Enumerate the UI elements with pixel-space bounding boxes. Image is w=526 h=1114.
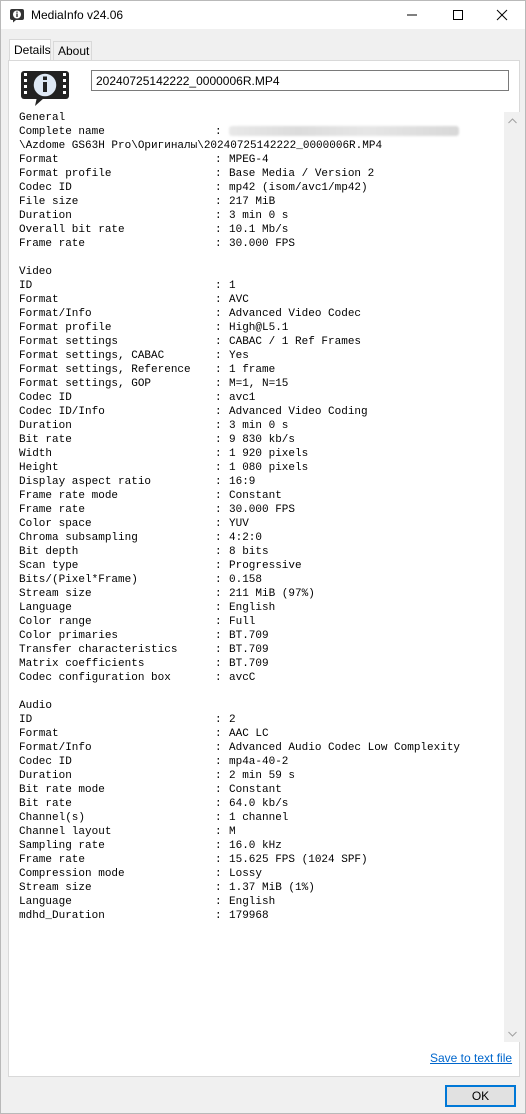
field-value: 64.0 kb/s bbox=[229, 798, 289, 810]
report-field-row bbox=[19, 321, 505, 335]
field-value: High@L5.1 bbox=[229, 322, 289, 334]
report-field-row bbox=[19, 713, 505, 727]
report-field-row bbox=[19, 881, 505, 895]
field-value: mp42 (isom/avc1/mp42) bbox=[229, 182, 368, 194]
field-value: Advanced Audio Codec Low Complexity bbox=[229, 742, 461, 754]
report-field-row bbox=[19, 839, 505, 853]
field-label: Bit rate bbox=[19, 798, 72, 810]
close-button[interactable] bbox=[479, 1, 525, 29]
report-field-row bbox=[19, 867, 505, 881]
report-field-row bbox=[19, 307, 505, 321]
field-label: Color space bbox=[19, 518, 92, 530]
field-label: Format settings bbox=[19, 336, 119, 348]
report-field-row bbox=[19, 153, 505, 167]
report-field-row bbox=[19, 909, 505, 923]
media-report bbox=[19, 111, 505, 1041]
report-field-row bbox=[19, 629, 505, 643]
report-field-row bbox=[19, 671, 505, 685]
field-label: Chroma subsampling bbox=[19, 532, 138, 544]
field-label: Scan type bbox=[19, 560, 79, 572]
field-label: Bit rate mode bbox=[19, 784, 105, 796]
field-label: Bit depth bbox=[19, 546, 79, 558]
field-label: Format settings, GOP bbox=[19, 378, 152, 390]
field-value: 1 920 pixels bbox=[229, 448, 309, 460]
chevron-down-icon bbox=[508, 1031, 517, 1037]
field-value: BT.709 bbox=[229, 644, 269, 656]
field-label: Language bbox=[19, 602, 72, 614]
field-separator: : bbox=[215, 476, 222, 488]
field-separator: : bbox=[215, 672, 222, 684]
field-separator: : bbox=[215, 574, 222, 586]
report-section-heading: Audio bbox=[19, 700, 53, 712]
field-label: Duration bbox=[19, 420, 72, 432]
field-value: 30.000 FPS bbox=[229, 504, 296, 516]
field-separator: : bbox=[215, 826, 222, 838]
field-separator: : bbox=[215, 196, 222, 208]
field-label: Stream size bbox=[19, 588, 92, 600]
field-separator: : bbox=[215, 882, 222, 894]
field-value: 16:9 bbox=[229, 476, 256, 488]
report-field-row bbox=[19, 545, 505, 559]
field-value: mp4a-40-2 bbox=[229, 756, 289, 768]
field-label: Channel(s) bbox=[19, 812, 86, 824]
chevron-up-icon bbox=[508, 118, 517, 124]
field-label: Bit rate bbox=[19, 434, 72, 446]
field-value: avc1 bbox=[229, 392, 256, 404]
field-separator: : bbox=[215, 588, 222, 600]
report-field-row bbox=[19, 643, 505, 657]
report-field-row bbox=[19, 531, 505, 545]
report-field-row bbox=[19, 447, 505, 461]
report-field-row bbox=[19, 223, 505, 237]
field-label: Format profile bbox=[19, 168, 112, 180]
field-value: 9 830 kb/s bbox=[229, 434, 296, 446]
field-separator: : bbox=[215, 756, 222, 768]
field-label: Color primaries bbox=[19, 630, 119, 642]
field-value: 217 MiB bbox=[229, 196, 276, 208]
field-label: Frame rate bbox=[19, 238, 86, 250]
file-name-field[interactable]: 20240725142222_0000006R.MP4 bbox=[91, 70, 509, 91]
report-field-row bbox=[19, 825, 505, 839]
report-field-row bbox=[19, 783, 505, 797]
field-separator: : bbox=[215, 854, 222, 866]
field-value: BT.709 bbox=[229, 658, 269, 670]
field-value: Advanced Video Codec bbox=[229, 308, 362, 320]
report-field-row bbox=[19, 811, 505, 825]
field-label: Format settings, Reference bbox=[19, 364, 191, 376]
mediainfo-logo-icon bbox=[19, 68, 71, 108]
field-value: 1 bbox=[229, 280, 236, 292]
mediainfo-icon bbox=[9, 7, 25, 23]
field-value: CABAC / 1 Ref Frames bbox=[229, 336, 362, 348]
field-value: 15.625 FPS (1024 SPF) bbox=[229, 854, 368, 866]
field-separator: : bbox=[215, 434, 222, 446]
report-field-row bbox=[19, 349, 505, 363]
field-label: Format/Info bbox=[19, 742, 92, 754]
field-separator: : bbox=[215, 224, 222, 236]
field-label: Format/Info bbox=[19, 308, 92, 320]
field-separator: : bbox=[215, 798, 222, 810]
field-value: 1 channel bbox=[229, 812, 289, 824]
field-separator: : bbox=[215, 462, 222, 474]
field-label: Duration bbox=[19, 210, 72, 222]
report-field-row bbox=[19, 405, 505, 419]
tab-details[interactable]: Details bbox=[9, 39, 51, 61]
field-label: Duration bbox=[19, 770, 72, 782]
field-separator: : bbox=[215, 406, 222, 418]
report-field-row bbox=[19, 335, 505, 349]
field-separator: : bbox=[215, 630, 222, 642]
field-value: MPEG-4 bbox=[229, 154, 269, 166]
report-field-row bbox=[19, 125, 505, 139]
field-label: File size bbox=[19, 196, 79, 208]
field-separator: : bbox=[215, 336, 222, 348]
report-field-row bbox=[19, 433, 505, 447]
field-value: YUV bbox=[229, 518, 249, 530]
field-separator: : bbox=[215, 322, 222, 334]
field-value: Lossy bbox=[229, 868, 263, 880]
field-value: 179968 bbox=[229, 910, 269, 922]
report-field-row bbox=[19, 293, 505, 307]
field-separator: : bbox=[215, 770, 222, 782]
field-separator: : bbox=[215, 560, 222, 572]
field-label: Channel layout bbox=[19, 826, 112, 838]
report-field-row bbox=[19, 167, 505, 181]
field-separator: : bbox=[215, 714, 222, 726]
field-label: Height bbox=[19, 462, 59, 474]
field-label: Display aspect ratio bbox=[19, 476, 152, 488]
field-value: English bbox=[229, 602, 276, 614]
field-separator: : bbox=[215, 532, 222, 544]
field-value: 0.158 bbox=[229, 574, 263, 586]
field-value: 1 frame bbox=[229, 364, 276, 376]
report-field-row bbox=[19, 391, 505, 405]
field-value: Constant bbox=[229, 490, 282, 502]
field-label: Width bbox=[19, 448, 53, 460]
report-field-row bbox=[19, 475, 505, 489]
field-separator: : bbox=[215, 728, 222, 740]
field-label: Codec ID/Info bbox=[19, 406, 105, 418]
field-separator: : bbox=[215, 154, 222, 166]
field-separator: : bbox=[215, 448, 222, 460]
field-separator: : bbox=[215, 896, 222, 908]
report-text-line: \Azdome GS63H Pro\Оригиналы\20240725142222_0000006R.MP4 bbox=[19, 140, 383, 152]
field-separator: : bbox=[215, 546, 222, 558]
field-label: Format bbox=[19, 728, 59, 740]
field-label: Language bbox=[19, 896, 72, 908]
field-separator: : bbox=[215, 182, 222, 194]
report-field-row bbox=[19, 741, 505, 755]
field-separator: : bbox=[215, 658, 222, 670]
field-separator: : bbox=[215, 602, 222, 614]
report-field-row bbox=[19, 517, 505, 531]
field-separator: : bbox=[215, 378, 222, 390]
report-blank-line bbox=[19, 685, 505, 699]
redacted-value bbox=[229, 126, 459, 136]
field-value: 2 bbox=[229, 714, 236, 726]
report-scrollbar[interactable] bbox=[504, 112, 521, 1042]
field-value: 3 min 0 s bbox=[229, 210, 289, 222]
field-label: Format bbox=[19, 154, 59, 166]
report-field-row bbox=[19, 769, 505, 783]
report-field-row bbox=[19, 195, 505, 209]
tab-about[interactable]: About bbox=[53, 41, 92, 60]
field-label: Color range bbox=[19, 616, 92, 628]
field-label: Codec ID bbox=[19, 756, 72, 768]
field-label: Compression mode bbox=[19, 868, 125, 880]
report-field-row bbox=[19, 853, 505, 867]
field-separator: : bbox=[215, 840, 222, 852]
field-label: Bits/(Pixel*Frame) bbox=[19, 574, 138, 586]
field-separator: : bbox=[215, 420, 222, 432]
field-separator: : bbox=[215, 168, 222, 180]
field-value: Constant bbox=[229, 784, 282, 796]
field-separator: : bbox=[215, 644, 222, 656]
field-separator: : bbox=[215, 616, 222, 628]
field-label: Codec configuration box bbox=[19, 672, 171, 684]
field-separator: : bbox=[215, 518, 222, 530]
minimize-icon bbox=[406, 9, 418, 21]
field-value: Progressive bbox=[229, 560, 302, 572]
field-label: Format bbox=[19, 294, 59, 306]
field-value: Yes bbox=[229, 350, 249, 362]
field-value: 1 080 pixels bbox=[229, 462, 309, 474]
field-value: BT.709 bbox=[229, 630, 269, 642]
field-value: M bbox=[229, 826, 236, 838]
field-value: 211 MiB (97%) bbox=[229, 588, 315, 600]
field-label: ID bbox=[19, 714, 33, 726]
field-value: Full bbox=[229, 616, 256, 628]
field-separator: : bbox=[215, 364, 222, 376]
field-value: 3 min 0 s bbox=[229, 420, 289, 432]
minimize-button[interactable] bbox=[389, 1, 435, 29]
field-value: 30.000 FPS bbox=[229, 238, 296, 250]
report-field-row bbox=[19, 419, 505, 433]
field-label: Frame rate mode bbox=[19, 490, 119, 502]
scroll-up-button[interactable] bbox=[504, 112, 521, 129]
field-label: Codec ID bbox=[19, 392, 72, 404]
field-label: Format profile bbox=[19, 322, 112, 334]
report-field-row bbox=[19, 279, 505, 293]
field-label: Stream size bbox=[19, 882, 92, 894]
field-value: M=1, N=15 bbox=[229, 378, 289, 390]
report-field-row bbox=[19, 895, 505, 909]
report-field-row bbox=[19, 461, 505, 475]
save-to-text-file-link[interactable]: Save to text file bbox=[430, 1051, 513, 1065]
details-panel bbox=[8, 60, 520, 1077]
field-value: Advanced Video Coding bbox=[229, 406, 368, 418]
report-field-row bbox=[19, 573, 505, 587]
report-field-row bbox=[19, 601, 505, 615]
report-field-row bbox=[19, 587, 505, 601]
field-value: 4:2:0 bbox=[229, 532, 263, 544]
report-field-row bbox=[19, 489, 505, 503]
field-label: Codec ID bbox=[19, 182, 72, 194]
window-title: MediaInfo v24.06 bbox=[31, 8, 124, 22]
field-value: English bbox=[229, 896, 276, 908]
report-field-row bbox=[19, 209, 505, 223]
field-label: mdhd_Duration bbox=[19, 910, 105, 922]
field-separator: : bbox=[215, 238, 222, 250]
report-field-row bbox=[19, 755, 505, 769]
field-separator: : bbox=[215, 784, 222, 796]
report-field-row bbox=[19, 559, 505, 573]
title-bar[interactable] bbox=[1, 1, 525, 29]
field-value: 8 bits bbox=[229, 546, 269, 558]
field-value: AAC LC bbox=[229, 728, 269, 740]
field-separator: : bbox=[215, 392, 222, 404]
field-label: Transfer characteristics bbox=[19, 644, 178, 656]
report-section-heading: Video bbox=[19, 266, 53, 278]
field-separator: : bbox=[215, 812, 222, 824]
field-label: Overall bit rate bbox=[19, 224, 125, 236]
field-label: Format settings, CABAC bbox=[19, 350, 165, 362]
report-field-row bbox=[19, 363, 505, 377]
field-label: Sampling rate bbox=[19, 840, 105, 852]
maximize-button[interactable] bbox=[435, 1, 481, 29]
field-separator: : bbox=[215, 210, 222, 222]
field-separator: : bbox=[215, 308, 222, 320]
report-field-row bbox=[19, 237, 505, 251]
field-separator: : bbox=[215, 504, 222, 516]
report-field-row bbox=[19, 503, 505, 517]
field-label: Frame rate bbox=[19, 854, 86, 866]
close-icon bbox=[496, 9, 508, 21]
field-label: Frame rate bbox=[19, 504, 86, 516]
ok-button[interactable]: OK bbox=[445, 1085, 516, 1107]
report-field-row bbox=[19, 181, 505, 195]
field-value: 2 min 59 s bbox=[229, 770, 296, 782]
field-separator: : bbox=[215, 350, 222, 362]
field-separator: : bbox=[215, 910, 222, 922]
report-blank-line bbox=[19, 251, 505, 265]
field-separator: : bbox=[215, 490, 222, 502]
report-field-row bbox=[19, 657, 505, 671]
field-separator: : bbox=[215, 742, 222, 754]
report-field-row bbox=[19, 797, 505, 811]
field-label: Matrix coefficients bbox=[19, 658, 145, 670]
field-label: Complete name bbox=[19, 126, 105, 138]
field-value: AVC bbox=[229, 294, 249, 306]
report-section-heading: General bbox=[19, 112, 66, 124]
field-value: Base Media / Version 2 bbox=[229, 168, 375, 180]
report-field-row bbox=[19, 377, 505, 391]
field-value: avcC bbox=[229, 672, 256, 684]
field-label: ID bbox=[19, 280, 33, 292]
report-field-row bbox=[19, 615, 505, 629]
maximize-icon bbox=[452, 9, 464, 21]
scroll-down-button[interactable] bbox=[504, 1025, 521, 1042]
field-value: 10.1 Mb/s bbox=[229, 224, 289, 236]
field-separator: : bbox=[215, 868, 222, 880]
field-separator: : bbox=[215, 126, 222, 138]
field-separator: : bbox=[215, 294, 222, 306]
field-value: 1.37 MiB (1%) bbox=[229, 882, 315, 894]
field-separator: : bbox=[215, 280, 222, 292]
report-field-row bbox=[19, 727, 505, 741]
field-value: 16.0 kHz bbox=[229, 840, 282, 852]
